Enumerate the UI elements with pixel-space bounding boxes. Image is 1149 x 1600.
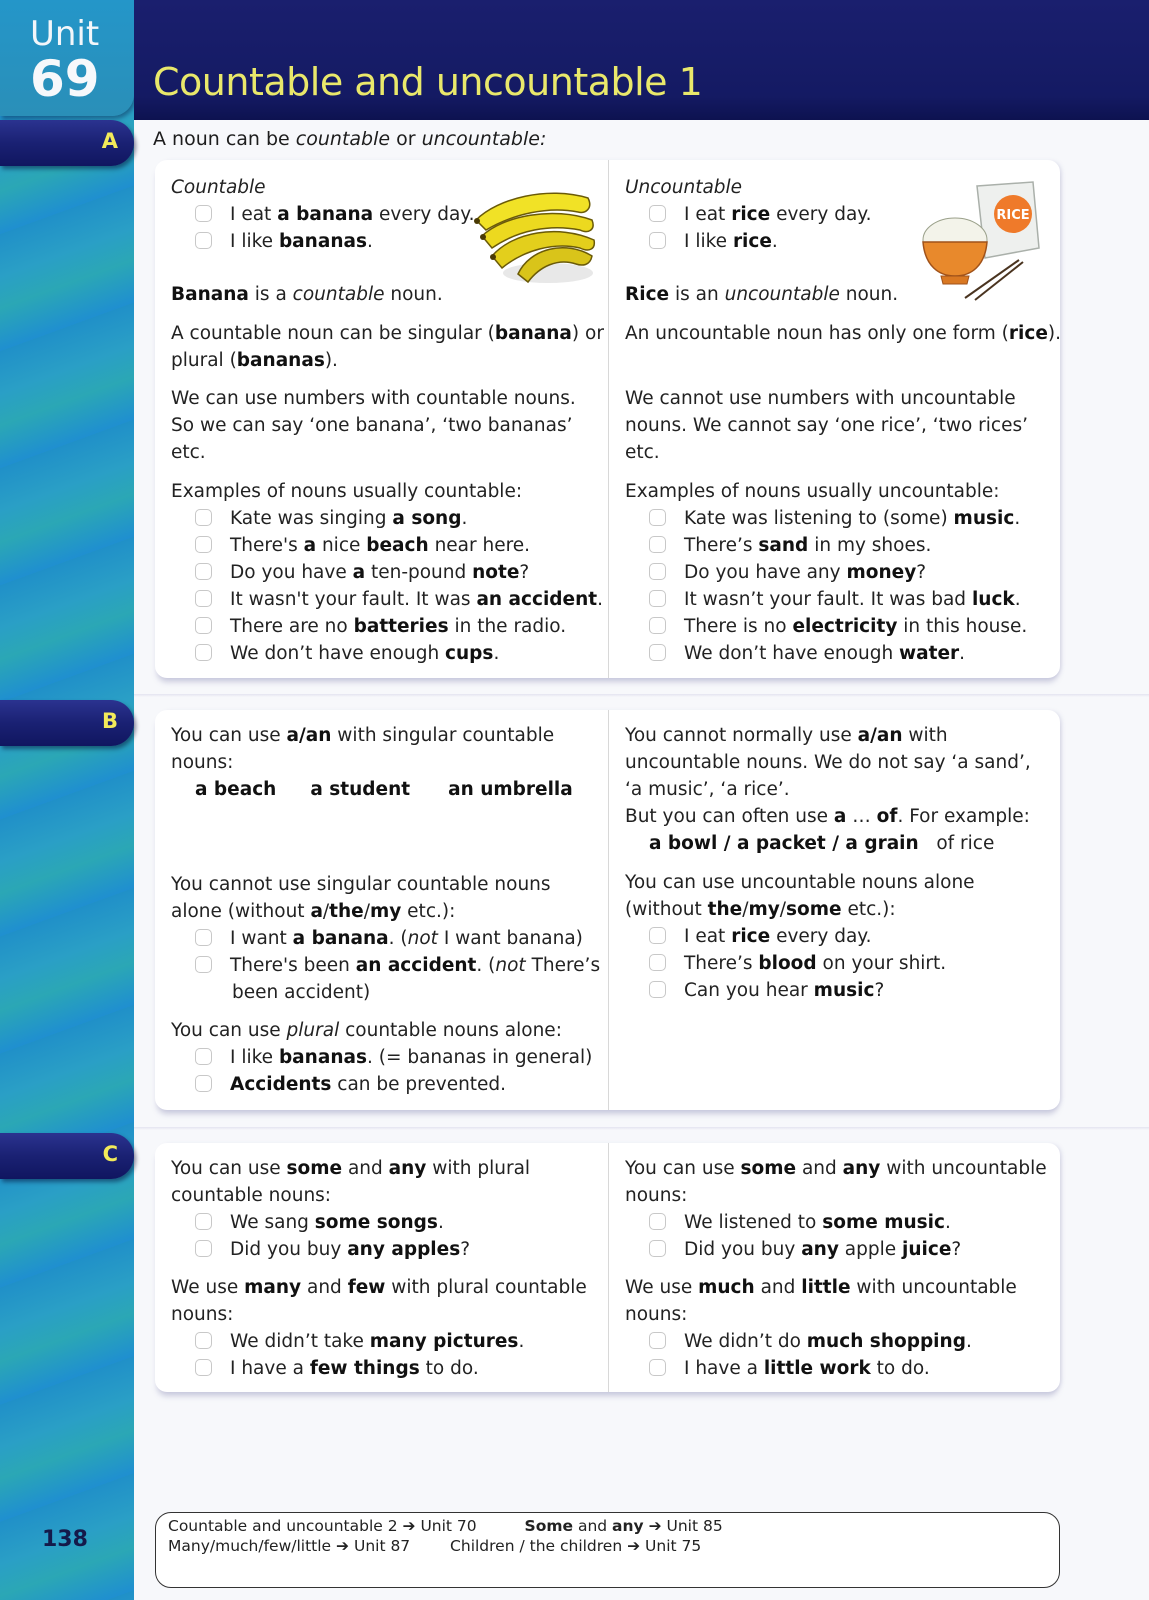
checkbox-icon — [195, 1359, 212, 1376]
example: There’s blood on your shirt. — [625, 950, 946, 977]
checkbox-icon — [649, 644, 666, 661]
example: I eat rice every day. — [625, 201, 872, 228]
checkbox-icon — [649, 205, 666, 222]
uncountable-column: You cannot normally use a/an with uncountable nouns. We do not say ‘a sand’, ‘a music’, ‘a rice’. But you can often use a … of. For example: a bowl / a packet / a grain of rice You can use uncountable nouns alone (without the/my/some etc.): I eat rice every day. There’s blood on your shirt. Can you hear music? — [608, 710, 1060, 1110]
checkbox-icon — [195, 1048, 212, 1065]
xref-many-much[interactable]: Many/much/few/little ➔ Unit 87 — [168, 1537, 411, 1555]
section-tab-c[interactable] — [0, 1133, 134, 1179]
checkbox-icon — [649, 590, 666, 607]
example: There's a nice beach near here. — [171, 532, 530, 559]
checkbox-icon — [649, 954, 666, 971]
checkbox-icon — [195, 956, 212, 973]
checkbox-icon — [195, 563, 212, 580]
checkbox-icon — [195, 232, 212, 249]
example: We sang some songs. — [171, 1209, 444, 1236]
example: We don’t have enough cups. — [171, 640, 499, 667]
checkbox-icon — [649, 1213, 666, 1230]
unit-label: Unit — [30, 14, 100, 54]
section-tab-a[interactable] — [0, 120, 134, 166]
example: Did you buy any apple juice? — [625, 1236, 961, 1263]
uncountable-heading: Uncountable — [625, 177, 743, 198]
example: Kate was singing a song. — [171, 505, 467, 532]
checkbox-icon — [649, 617, 666, 634]
checkbox-icon — [195, 1332, 212, 1349]
numbers-note: We cannot use numbers with uncountable — [625, 388, 1016, 409]
example: I like bananas. (= bananas in general) — [171, 1044, 592, 1071]
checkbox-icon — [649, 509, 666, 526]
example: We listened to some music. — [625, 1209, 951, 1236]
checkbox-icon — [649, 1359, 666, 1376]
example: We didn’t do much shopping. — [625, 1328, 972, 1355]
unit-number: 69 — [30, 50, 100, 108]
page-title: Countable and uncountable 1 — [153, 60, 703, 104]
example: There are no batteries in the radio. — [171, 613, 566, 640]
example: There’s sand in my shoes. — [625, 532, 931, 559]
example: Do you have a ten-pound note? — [171, 559, 529, 586]
example: I have a few things to do. — [171, 1355, 479, 1382]
example: I want a banana. (not I want banana) — [171, 925, 583, 952]
example: We don’t have enough water. — [625, 640, 965, 667]
cross-reference-box — [155, 1512, 1060, 1588]
examples-heading: Examples of nouns usually countable: — [171, 481, 523, 502]
xref-countable-2[interactable]: Countable and uncountable 2 ➔ Unit 70 — [168, 1517, 477, 1535]
section-tab-a-label: A — [101, 129, 118, 153]
one-form-note: An uncountable noun has only one form (rice). — [625, 323, 1061, 344]
countable-column: You can use a/an with singular countable nouns: a beach a student an umbrella You cannot use singular countable nouns alone (without a/the/my etc.): I want a banana. (not I want banana) There's been an accident. (not There’s been accident) You can use plural countable nouns alone: I like bananas. (= bananas in general) Accidents can be prevented. — [155, 710, 607, 1110]
checkbox-icon — [195, 509, 212, 526]
checkbox-icon — [195, 590, 212, 607]
section-tab-c-label: C — [102, 1142, 118, 1166]
checkbox-icon — [195, 1075, 212, 1092]
banana-definition: Banana is a countable noun. — [171, 284, 443, 305]
checkbox-icon — [195, 1213, 212, 1230]
checkbox-icon — [195, 536, 212, 553]
countable-column: Countable I eat a banana every day. I like bananas. Banana is a countable noun. A countable noun can be singular (banana) or plural (bananas). We can use numbers with countable nouns. So we can say ‘one banana’, ‘two bananas’ etc. Examples of nouns usually countable: Kate was singing a song. There's a nice beach near here. Do you have a ten-pound note? It wasn't your fault. It was an accident. There are no batteries in the radio. We don’t have enough cups. — [155, 160, 607, 678]
xref-some-any[interactable]: Some and any ➔ Unit 85 — [524, 1517, 723, 1535]
checkbox-icon — [195, 205, 212, 222]
example: Did you buy any apples? — [171, 1236, 470, 1263]
unit-tile — [0, 0, 134, 116]
example: Accidents can be prevented. — [171, 1071, 506, 1098]
example: I eat a banana every day. — [171, 201, 474, 228]
checkbox-icon — [649, 981, 666, 998]
rice-definition: Rice is an uncountable noun. — [625, 284, 899, 305]
arrow-right-icon: ➔ — [402, 1517, 416, 1535]
rice-bowl-illustration — [915, 178, 1045, 303]
section-divider — [134, 1127, 1149, 1130]
example: It wasn’t your fault. It was bad luck. — [625, 586, 1021, 613]
checkbox-icon — [649, 232, 666, 249]
section-b-card — [155, 710, 1060, 1110]
checkbox-icon — [649, 1240, 666, 1257]
page-number: 138 — [42, 1527, 88, 1552]
section-tab-b-label: B — [101, 709, 118, 733]
checkbox-icon — [195, 929, 212, 946]
arrow-right-icon: ➔ — [336, 1537, 350, 1555]
checkbox-icon — [195, 644, 212, 661]
section-divider — [134, 694, 1149, 697]
xref-children[interactable]: Children / the children ➔ Unit 75 — [450, 1537, 702, 1555]
example: Can you hear music? — [625, 977, 884, 1004]
checkbox-icon — [649, 536, 666, 553]
uncountable-column: Uncountable I eat rice every day. I like rice. Rice is an uncountable noun. An uncountable noun has only one form (rice). We cannot use numbers with uncountable nouns. We cannot say ‘one rice’, ‘two rices’ etc. Examples of nouns usually uncountable: Kate was listening to (some) music. There’s sand in my shoes. Do you have any money? It wasn’t your fault. It was bad luck. There is no electricity in this house. We don’t have enough water. — [608, 160, 1060, 678]
example: It wasn't your fault. It was an accident. — [171, 586, 603, 613]
section-tab-b[interactable] — [0, 700, 134, 746]
singular-plural-note: A countable noun can be singular (banana) or — [171, 323, 604, 344]
checkbox-icon — [195, 1240, 212, 1257]
examples-heading: Examples of nouns usually uncountable: — [625, 481, 1000, 502]
checkbox-icon — [195, 617, 212, 634]
bananas-illustration — [468, 178, 600, 290]
example: I have a little work to do. — [625, 1355, 930, 1382]
example: There's been an accident. (not There’s — [171, 952, 600, 979]
section-a-intro: A noun can be countable or uncountable: — [153, 128, 547, 150]
countable-heading: Countable — [171, 177, 266, 198]
example: Do you have any money? — [625, 559, 926, 586]
article-examples: a beach a student an umbrella — [195, 779, 573, 800]
example: We didn’t take many pictures. — [171, 1328, 524, 1355]
sidebar — [0, 0, 134, 1600]
example: I eat rice every day. — [625, 923, 872, 950]
example: I like rice. — [625, 228, 778, 255]
arrow-right-icon: ➔ — [648, 1517, 662, 1535]
example: I like bananas. — [171, 228, 373, 255]
example: Kate was listening to (some) music. — [625, 505, 1020, 532]
countable-column: You can use some and any with plural countable nouns: We sang some songs. Did you buy any apples? We use many and few with plural countable nouns: We didn’t take many pictures. I have a few things to do. — [155, 1143, 607, 1392]
a-of-example: a bowl / a packet / a grain of rice — [649, 833, 995, 854]
section-c-card — [155, 1143, 1060, 1392]
numbers-note: We can use numbers with countable nouns. — [171, 388, 576, 409]
uncountable-column: You can use some and any with uncountable nouns: We listened to some music. Did you buy any apple juice? We use much and little with uncountable nouns: We didn’t do much shopping. I have a little work to do. — [608, 1143, 1060, 1392]
rice-bag-label: RICE — [996, 208, 1030, 223]
example: There is no electricity in this house. — [625, 613, 1027, 640]
checkbox-icon — [649, 1332, 666, 1349]
arrow-right-icon: ➔ — [627, 1537, 641, 1555]
checkbox-icon — [649, 563, 666, 580]
checkbox-icon — [649, 927, 666, 944]
